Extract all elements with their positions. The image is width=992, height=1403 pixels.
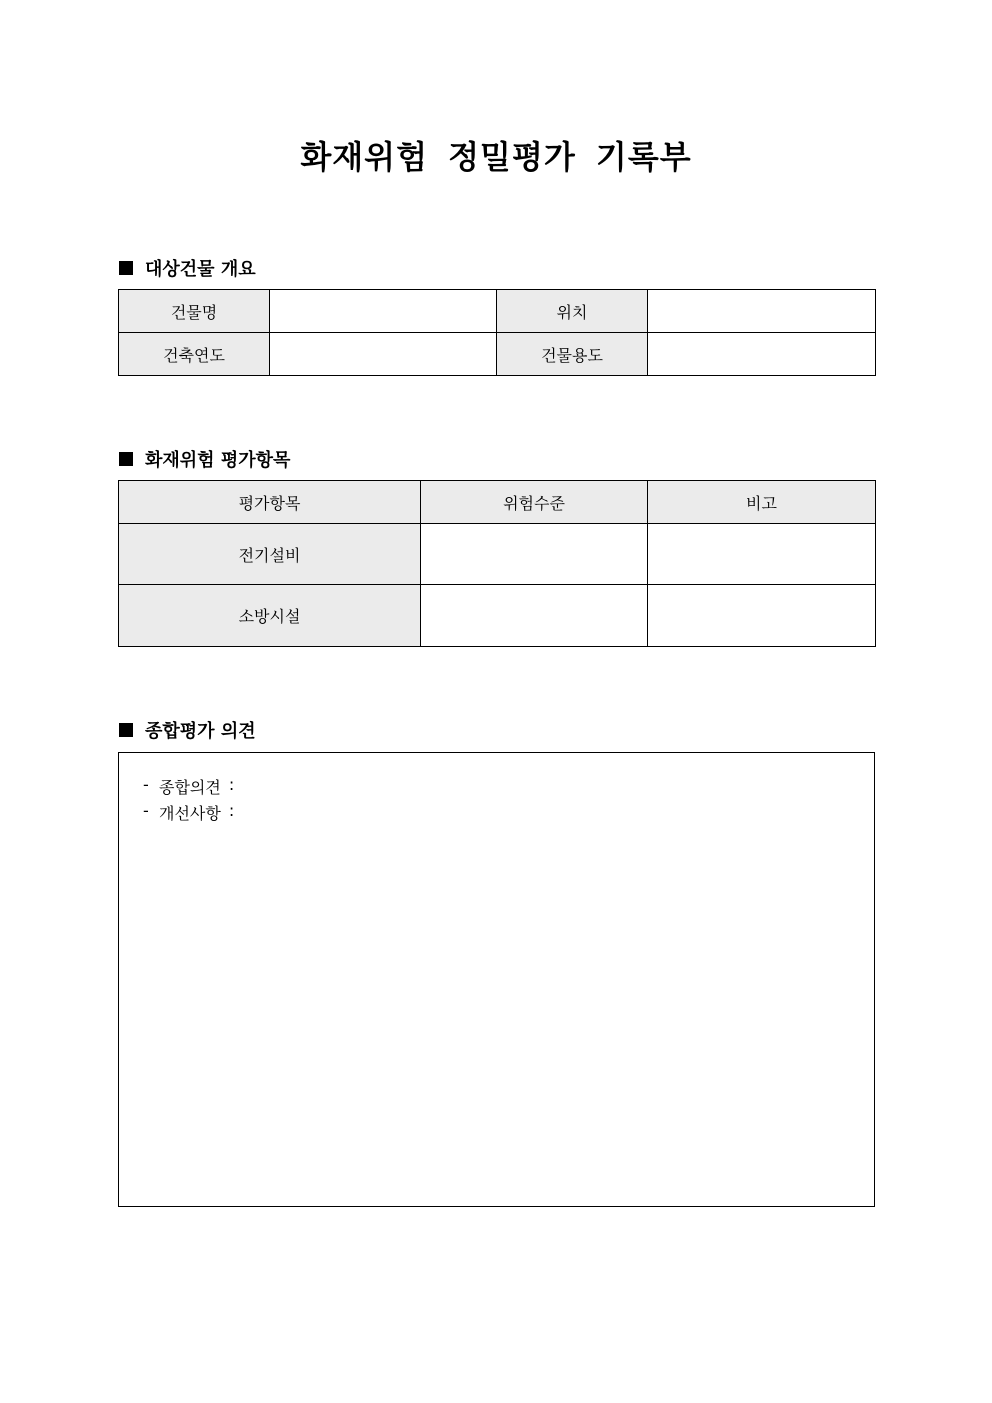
section-heading-overview-label: 대상건물 개요 bbox=[145, 259, 256, 280]
colon-separator: : bbox=[228, 801, 235, 820]
section-heading-assessment bbox=[119, 446, 290, 472]
table-header-row bbox=[119, 481, 876, 524]
row-item-fire-facilities: 소방시설 bbox=[119, 585, 421, 647]
note-field[interactable] bbox=[648, 524, 876, 585]
opinion-line-summary bbox=[143, 775, 234, 798]
location-field[interactable] bbox=[648, 290, 876, 333]
risk-level-field[interactable] bbox=[421, 524, 648, 585]
risk-level-field[interactable] bbox=[421, 585, 648, 647]
row-item-electrical: 전기설비 bbox=[119, 524, 421, 585]
opinion-textarea[interactable] bbox=[118, 752, 875, 1207]
column-header-item: 평가항목 bbox=[119, 481, 421, 524]
column-header-level: 위험수준 bbox=[421, 481, 648, 524]
assessment-table bbox=[118, 480, 876, 647]
section-heading-assessment-label: 화재위험 평가항목 bbox=[145, 450, 291, 471]
table-row bbox=[119, 524, 876, 585]
location-label: 위치 bbox=[497, 290, 648, 333]
construction-year-field[interactable] bbox=[270, 333, 497, 376]
table-row bbox=[119, 585, 876, 647]
table-row bbox=[119, 290, 876, 333]
building-name-field[interactable] bbox=[270, 290, 497, 333]
page-title: 화재위험 정밀평가 기록부 bbox=[300, 138, 692, 176]
section-heading-opinion-label: 종합평가 의견 bbox=[145, 721, 256, 742]
black-square-icon bbox=[119, 261, 133, 275]
opinion-line-improvements bbox=[143, 801, 234, 824]
column-header-note: 비고 bbox=[648, 481, 876, 524]
summary-opinion-label: 종합의견 bbox=[159, 778, 221, 797]
section-heading-overview bbox=[119, 255, 256, 281]
table-row bbox=[119, 333, 876, 376]
building-use-field[interactable] bbox=[648, 333, 876, 376]
section-heading-opinion bbox=[119, 717, 256, 743]
note-field[interactable] bbox=[648, 585, 876, 647]
black-square-icon bbox=[119, 723, 133, 737]
construction-year-label: 건축연도 bbox=[119, 333, 270, 376]
dash-bullet: - bbox=[143, 775, 149, 794]
improvements-label: 개선사항 bbox=[159, 804, 221, 823]
colon-separator: : bbox=[228, 775, 235, 794]
building-overview-table bbox=[118, 289, 876, 376]
black-square-icon bbox=[119, 452, 133, 466]
dash-bullet: - bbox=[143, 801, 149, 820]
building-use-label: 건물용도 bbox=[497, 333, 648, 376]
building-name-label: 건물명 bbox=[119, 290, 270, 333]
